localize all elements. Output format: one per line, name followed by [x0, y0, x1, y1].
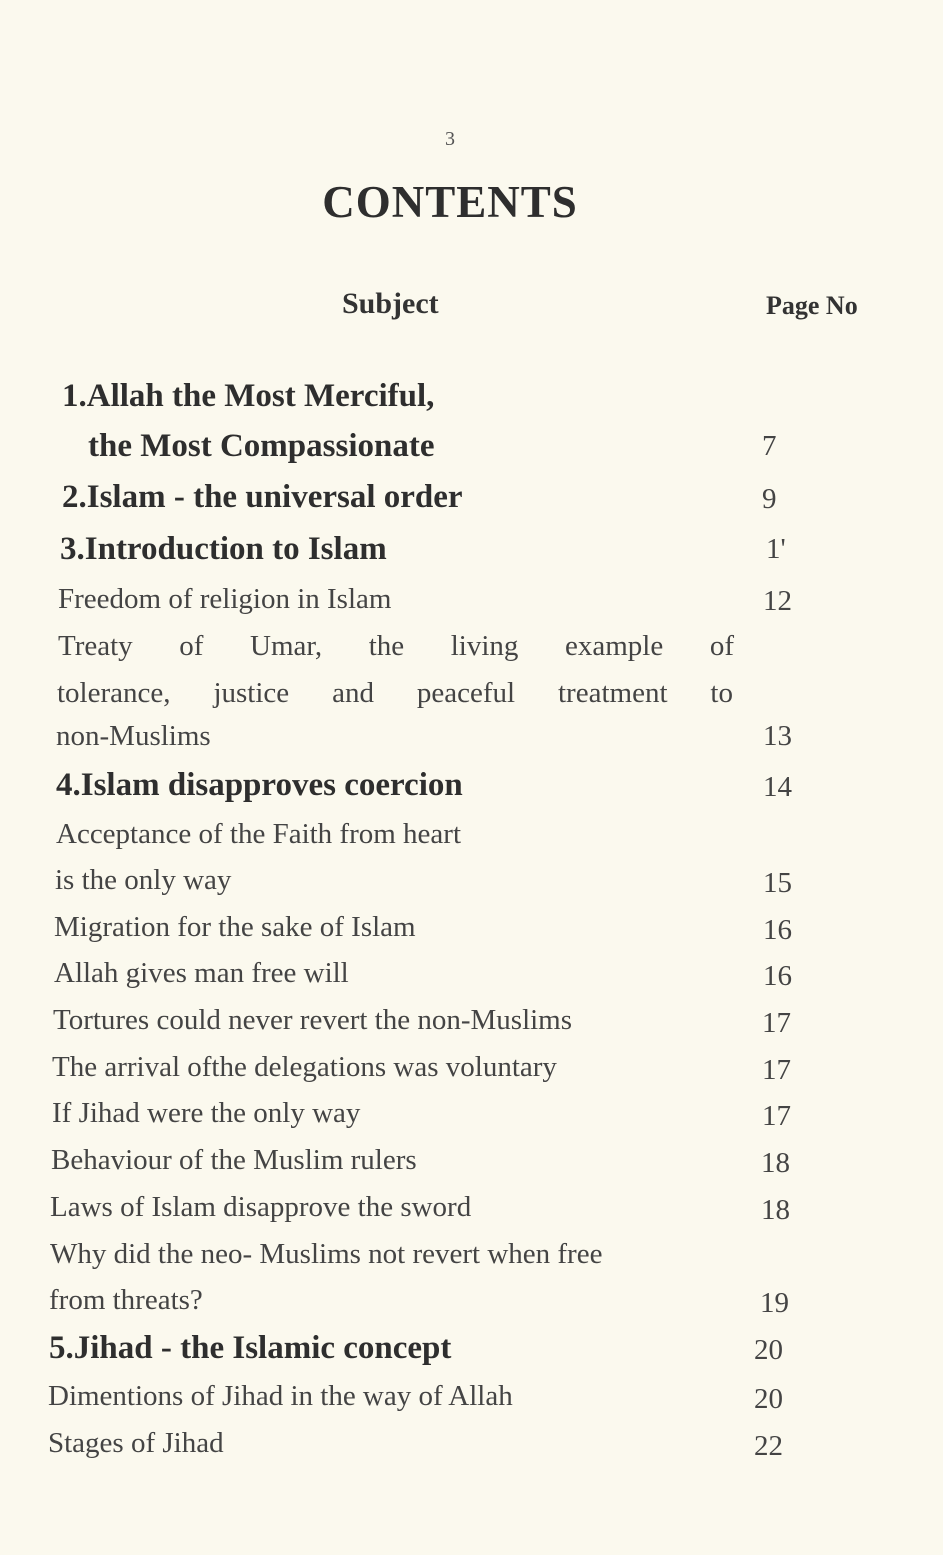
toc-page: 16	[763, 960, 792, 992]
toc-subentry: Why did the neo- Muslims not revert when free	[50, 1238, 603, 1270]
toc-subentry-cont: is the only way	[55, 864, 232, 896]
toc-entry-2: 2.Islam - the universal order	[62, 479, 463, 515]
page-no-header: Page No	[766, 291, 858, 320]
toc-page: 9	[762, 483, 777, 515]
toc-subentry: Behaviour of the Muslim rulers	[51, 1144, 417, 1176]
toc-entry-5: 5.Jihad - the Islamic concept	[49, 1330, 452, 1366]
toc-subentry: Stages of Jihad	[48, 1427, 224, 1459]
toc-subentry-cont: tolerance, justice and peaceful treatment to	[57, 677, 733, 709]
toc-page: 15	[763, 867, 792, 899]
toc-subentry-cont: non-Muslims	[56, 720, 211, 752]
toc-subentry: Acceptance of the Faith from heart	[56, 818, 462, 850]
toc-page: 13	[763, 720, 792, 752]
toc-page: 14	[763, 771, 792, 803]
toc-page: 18	[761, 1194, 790, 1226]
toc-page: 18	[761, 1147, 790, 1179]
toc-page: 22	[754, 1430, 783, 1462]
toc-subentry: Migration for the sake of Islam	[54, 911, 416, 943]
toc-subentry: Freedom of religion in Islam	[58, 583, 392, 615]
toc-subentry: The arrival ofthe delegations was voluntary	[52, 1051, 557, 1083]
toc-subentry: Laws of Islam disapprove the sword	[50, 1191, 472, 1223]
toc-page: 20	[754, 1334, 783, 1366]
toc-subentry-cont: from threats?	[49, 1284, 203, 1316]
toc-page: 16	[763, 914, 792, 946]
page-number: 3	[445, 128, 455, 150]
toc-page: 17	[762, 1054, 791, 1086]
toc-page: 19	[760, 1287, 789, 1319]
toc-subentry: If Jihad were the only way	[52, 1097, 361, 1129]
toc-page: 7	[762, 430, 777, 462]
toc-page: 1'	[766, 533, 786, 565]
toc-subentry: Dimentions of Jihad in the way of Allah	[48, 1380, 513, 1412]
toc-entry-4: 4.Islam disapproves coercion	[56, 767, 463, 803]
toc-subentry: Allah gives man free will	[54, 957, 349, 989]
subject-header: Subject	[342, 287, 439, 320]
toc-entry-1-cont: the Most Compassionate	[88, 428, 435, 464]
contents-title: CONTENTS	[322, 177, 578, 227]
toc-subentry: Treaty of Umar, the living example of	[58, 630, 734, 662]
toc-page: 17	[762, 1100, 791, 1132]
toc-page: 20	[754, 1383, 783, 1415]
toc-page: 12	[763, 585, 792, 617]
toc-subentry: Tortures could never revert the non-Muslims	[53, 1004, 573, 1036]
toc-entry-3: 3.Introduction to Islam	[60, 531, 387, 567]
toc-entry-1: 1.Allah the Most Merciful,	[62, 378, 435, 414]
toc-page: 17	[762, 1007, 791, 1039]
